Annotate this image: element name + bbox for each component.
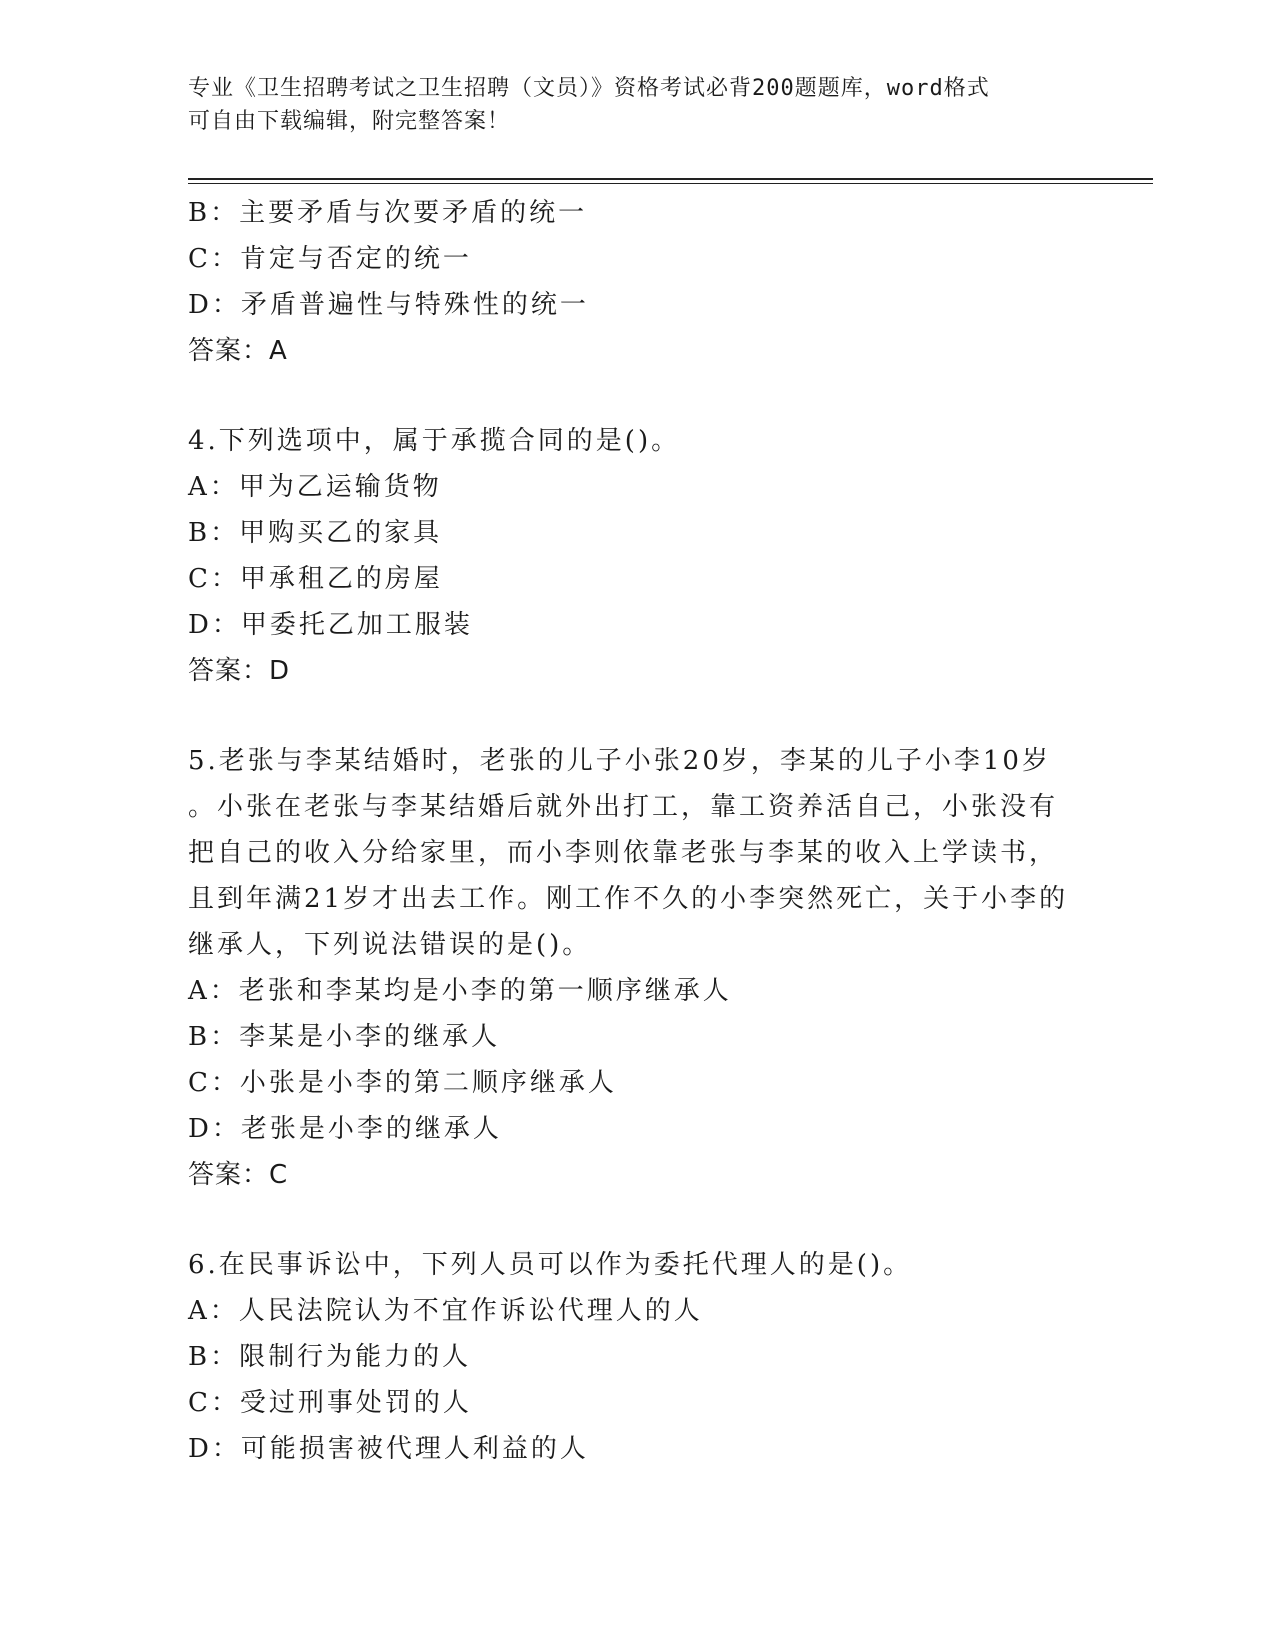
header-rule-thin [188, 183, 1153, 184]
question-4 [188, 418, 1088, 694]
option-a: A：老张和李某均是小李的第一顺序继承人 [188, 976, 732, 1006]
option-b: B：限制行为能力的人 [188, 1342, 472, 1372]
header-rule-thick [188, 178, 1153, 180]
answer-line: 答案：D [188, 656, 291, 686]
answer-line: 答案：A [188, 336, 288, 366]
question-stem-line: 把自己的收入分给家里，而小李则依靠老张与李某的收入上学读书， [188, 838, 1059, 868]
header-line-1: 专业《卫生招聘考试之卫生招聘（文员）》资格考试必背200题题库，word格式 [188, 76, 990, 101]
option-a: A：人民法院认为不宜作诉讼代理人的人 [188, 1296, 703, 1326]
option-b: B：主要矛盾与次要矛盾的统一 [188, 198, 588, 228]
option-c: C：肯定与否定的统一 [188, 244, 472, 274]
answer-line: 答案：C [188, 1160, 289, 1190]
question-6 [188, 1242, 1088, 1472]
question-stem-line: 继承人，下列说法错误的是()。 [188, 930, 592, 960]
option-d: D：可能损害被代理人利益的人 [188, 1434, 589, 1464]
question-stem-line: 。小张在老张与李某结婚后就外出打工，靠工资养活自己，小张没有 [188, 792, 1059, 822]
option-d: D：矛盾普遍性与特殊性的统一 [188, 290, 589, 320]
document-header [188, 72, 1088, 138]
question-stem-line: 且到年满21岁才出去工作。刚工作不久的小李突然死亡，关于小李的 [188, 884, 1069, 914]
question-content [188, 190, 1088, 1472]
option-b: B：李某是小李的继承人 [188, 1022, 501, 1052]
question-stem: 4.下列选项中，属于承揽合同的是()。 [188, 426, 681, 456]
option-c: C：受过刑事处罚的人 [188, 1388, 472, 1418]
option-b: B：甲购买乙的家具 [188, 518, 443, 548]
question-stem: 6.在民事诉讼中，下列人员可以作为委托代理人的是()。 [188, 1250, 913, 1280]
option-c: C：小张是小李的第二顺序继承人 [188, 1068, 617, 1098]
question-5 [188, 738, 1088, 1198]
option-d: D：老张是小李的继承人 [188, 1114, 502, 1144]
header-line-2: 可自由下载编辑，附完整答案！ [188, 109, 511, 134]
option-a: A：甲为乙运输货物 [188, 472, 442, 502]
option-d: D：甲委托乙加工服装 [188, 610, 473, 640]
question-3 [188, 190, 1088, 374]
question-stem-line: 5.老张与李某结婚时，老张的儿子小张20岁，李某的儿子小李10岁 [188, 746, 1051, 776]
option-c: C：甲承租乙的房屋 [188, 564, 443, 594]
